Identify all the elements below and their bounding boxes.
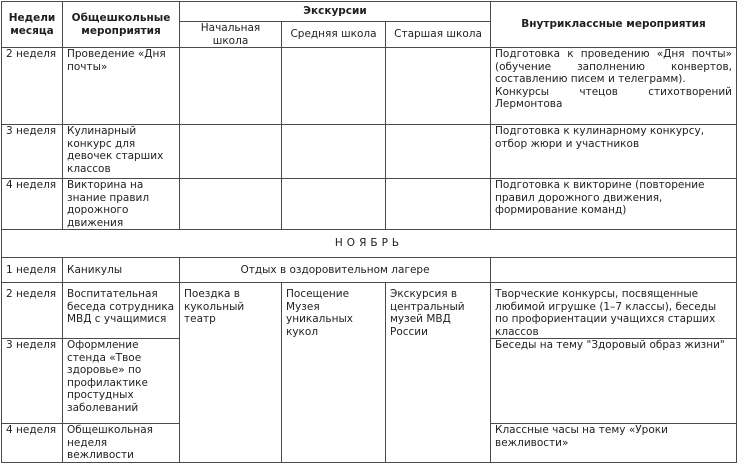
extracurricular-cell bbox=[491, 48, 737, 125]
week-cell: 3 неделя bbox=[2, 339, 63, 424]
month-divider-row bbox=[2, 230, 737, 258]
week-cell: 2 неделя bbox=[2, 48, 63, 125]
extracurricular-cell: Подготовка к кулинарному конкурсу, отбор жюри и участников bbox=[491, 125, 737, 179]
table-row bbox=[2, 283, 737, 339]
camp-cell: Отдых в оздоровительном лагере bbox=[180, 258, 491, 283]
week-cell: 2 неделя bbox=[2, 283, 63, 339]
school-event-cell: Каникулы bbox=[63, 258, 180, 283]
primary-excursion-cell: Поездка в кукольный театр bbox=[180, 283, 282, 463]
middle-excursion-cell bbox=[282, 48, 386, 125]
school-events-header: Общешкольные мероприятия bbox=[63, 2, 180, 48]
middle-excursion-cell: Посещение Музея уникальных кукол bbox=[282, 283, 386, 463]
senior-excursion-cell bbox=[386, 48, 491, 125]
senior-excursion-cell bbox=[386, 125, 491, 179]
school-event-cell: Оформление стенда «Твое здоровье» по профилактике простудных заболеваний bbox=[63, 339, 180, 424]
table-row bbox=[2, 48, 737, 125]
school-plan-table bbox=[1, 1, 737, 463]
week-cell: 1 неделя bbox=[2, 258, 63, 283]
middle-excursion-cell bbox=[282, 179, 386, 230]
extracurricular-cell: Творческие конкурсы, посвященные любимой игрушке (1–7 классы), беседы по профориентации учащихся старших классов bbox=[491, 283, 737, 339]
senior-school-header: Старшая школа bbox=[386, 22, 491, 48]
extracurricular-cell bbox=[491, 258, 737, 283]
extracurricular-line: Подготовка к проведению «Дня почты» (обучение заполнению конвертов, составлению писем и телеграмм). bbox=[495, 48, 733, 85]
senior-excursion-cell: Экскурсия в центральный музей МВД России bbox=[386, 283, 491, 463]
school-event-cell: Проведение «Дня почты» bbox=[63, 48, 180, 125]
extracurricular-line: Конкурсы чтецов стихотворений Лермонтова bbox=[495, 85, 733, 110]
week-cell: 3 неделя bbox=[2, 125, 63, 179]
senior-excursion-cell bbox=[386, 179, 491, 230]
primary-school-header: Начальная школа bbox=[180, 22, 282, 48]
week-cell: 4 неделя bbox=[2, 179, 63, 230]
extracurricular-cell: Беседы на тему "Здоровый образ жизни" bbox=[491, 339, 737, 424]
extracurricular-cell: Классные часы на тему «Уроки вежливости» bbox=[491, 424, 737, 463]
primary-excursion-cell bbox=[180, 125, 282, 179]
middle-excursion-cell bbox=[282, 125, 386, 179]
school-event-cell: Воспитательная беседа сотрудника МВД с учащимися bbox=[63, 283, 180, 339]
school-event-cell: Общешкольная неделя вежливости bbox=[63, 424, 180, 463]
weeks-header: Недели месяца bbox=[2, 2, 63, 48]
header-row bbox=[2, 2, 737, 22]
middle-school-header: Средняя школа bbox=[282, 22, 386, 48]
school-event-cell: Кулинарный конкурс для девочек старших классов bbox=[63, 125, 180, 179]
excursions-header: Экскурсии bbox=[180, 2, 491, 22]
month-title: НОЯБРЬ bbox=[2, 230, 737, 258]
extracurricular-cell: Подготовка к викторине (повторение правил дорожного движения, формирование команд) bbox=[491, 179, 737, 230]
week-cell: 4 неделя bbox=[2, 424, 63, 463]
extracurricular-header: Внутриклассные мероприятия bbox=[491, 2, 737, 48]
table-row bbox=[2, 179, 737, 230]
primary-excursion-cell bbox=[180, 48, 282, 125]
table-row bbox=[2, 258, 737, 283]
school-event-cell: Викторина на знание правил дорожного движения bbox=[63, 179, 180, 230]
table-row bbox=[2, 125, 737, 179]
primary-excursion-cell bbox=[180, 179, 282, 230]
